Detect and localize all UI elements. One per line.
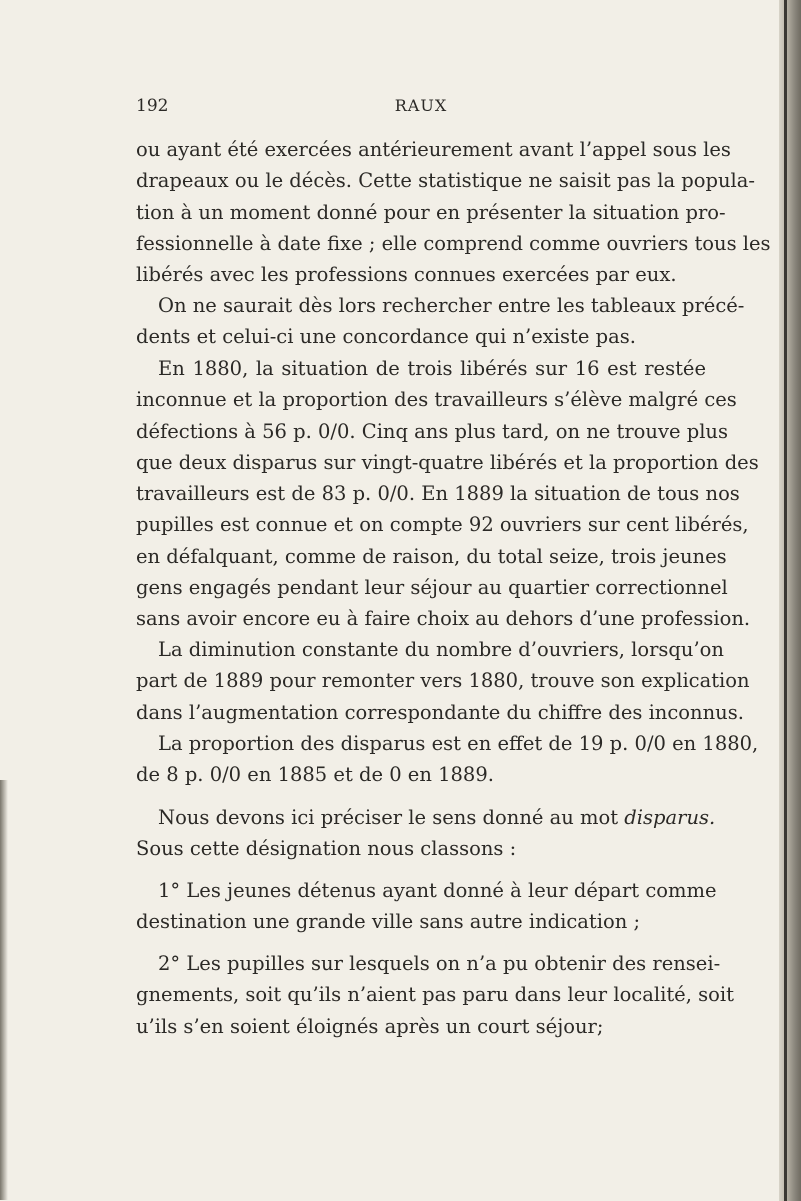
text-line: gnements, soit qu’ils n’aient pas paru dans leur localité, soit [136, 983, 734, 1007]
paragraph-3 [136, 353, 759, 635]
paragraph-1 [136, 134, 771, 290]
text-line: libérés avec les professions connues exercées par eux. [136, 263, 677, 287]
text-line: En 1880, la situation de trois libérés sur 16 est restée [158, 357, 706, 380]
text-line: inconnue et la proportion des travailleurs s’élève malgré ces [136, 388, 737, 412]
text-line: que deux disparus sur vingt-quatre libérés et la proportion des [136, 450, 759, 474]
text-line [136, 802, 716, 833]
page-edge-line [784, 0, 787, 1201]
text-line: dents et celui-ci une concordance qui n’existe pas. [136, 325, 636, 349]
text-line: drapeaux ou le décès. Cette statistique ne saisit pas la popula- [136, 169, 756, 193]
text-line: On ne saurait dès lors rechercher entre les tableaux précé- [158, 294, 745, 317]
paragraph-2 [136, 290, 745, 353]
running-head: RAUX [394, 96, 448, 115]
paragraph-6 [136, 802, 716, 865]
text-line: tion à un moment donné pour en présenter la situation pro- [136, 200, 726, 224]
text-line: en défalquant, comme de raison, du total seize, trois jeunes [136, 544, 727, 568]
text-line: dans l’augmentation correspondante du chiffre des inconnus. [136, 700, 744, 724]
text-line: fessionnelle à date fixe ; elle comprend comme ouvriers tous les [136, 231, 771, 255]
text-line: destination une grande ville sans autre indication ; [136, 910, 641, 934]
page-header [136, 96, 706, 120]
text-line: pupilles est connue et on compte 92 ouvriers sur cent libérés, [136, 513, 749, 537]
text-line: La proportion des disparus est en effet de 19 p. 0/0 en 1880, [158, 732, 759, 755]
text-run: Nous devons ici préciser le sens donné au mot [158, 806, 625, 829]
paragraph-7 [136, 875, 717, 938]
paragraph-5 [136, 728, 759, 791]
page-edge-shadow [779, 0, 801, 1201]
text-line: La diminution constante du nombre d’ouvriers, lorsqu’on [158, 638, 724, 661]
text-line: 1° Les jeunes détenus ayant donné à leur départ comme [158, 879, 717, 902]
text-line: u’ils s’en soient éloignés après un court séjour; [136, 1014, 604, 1038]
emphasized-word: disparus. [624, 806, 716, 829]
text-line: travailleurs est de 83 p. 0/0. En 1889 la situation de tous nos [136, 482, 740, 506]
paragraph-4 [136, 634, 750, 728]
text-line: 2° Les pupilles sur lesquels on n’a pu obtenir des rensei- [158, 952, 721, 975]
text-line: part de 1889 pour remonter vers 1880, trouve son explication [136, 669, 750, 693]
page-number: 192 [136, 96, 169, 116]
text-line: défections à 56 p. 0/0. Cinq ans plus tard, on ne trouve plus [136, 419, 728, 443]
scan-smudge [0, 780, 8, 1200]
text-line: de 8 p. 0/0 en 1885 et de 0 en 1889. [136, 763, 494, 787]
paragraph-8 [136, 948, 734, 1042]
text-line: sans avoir encore eu à faire choix au dehors d’une profession. [136, 607, 751, 631]
text-line: ou ayant été exercées antérieurement avant l’appel sous les [136, 138, 731, 161]
text-line: Sous cette désignation nous classons : [136, 837, 517, 861]
text-line: gens engagés pendant leur séjour au quartier correctionnel [136, 576, 728, 600]
